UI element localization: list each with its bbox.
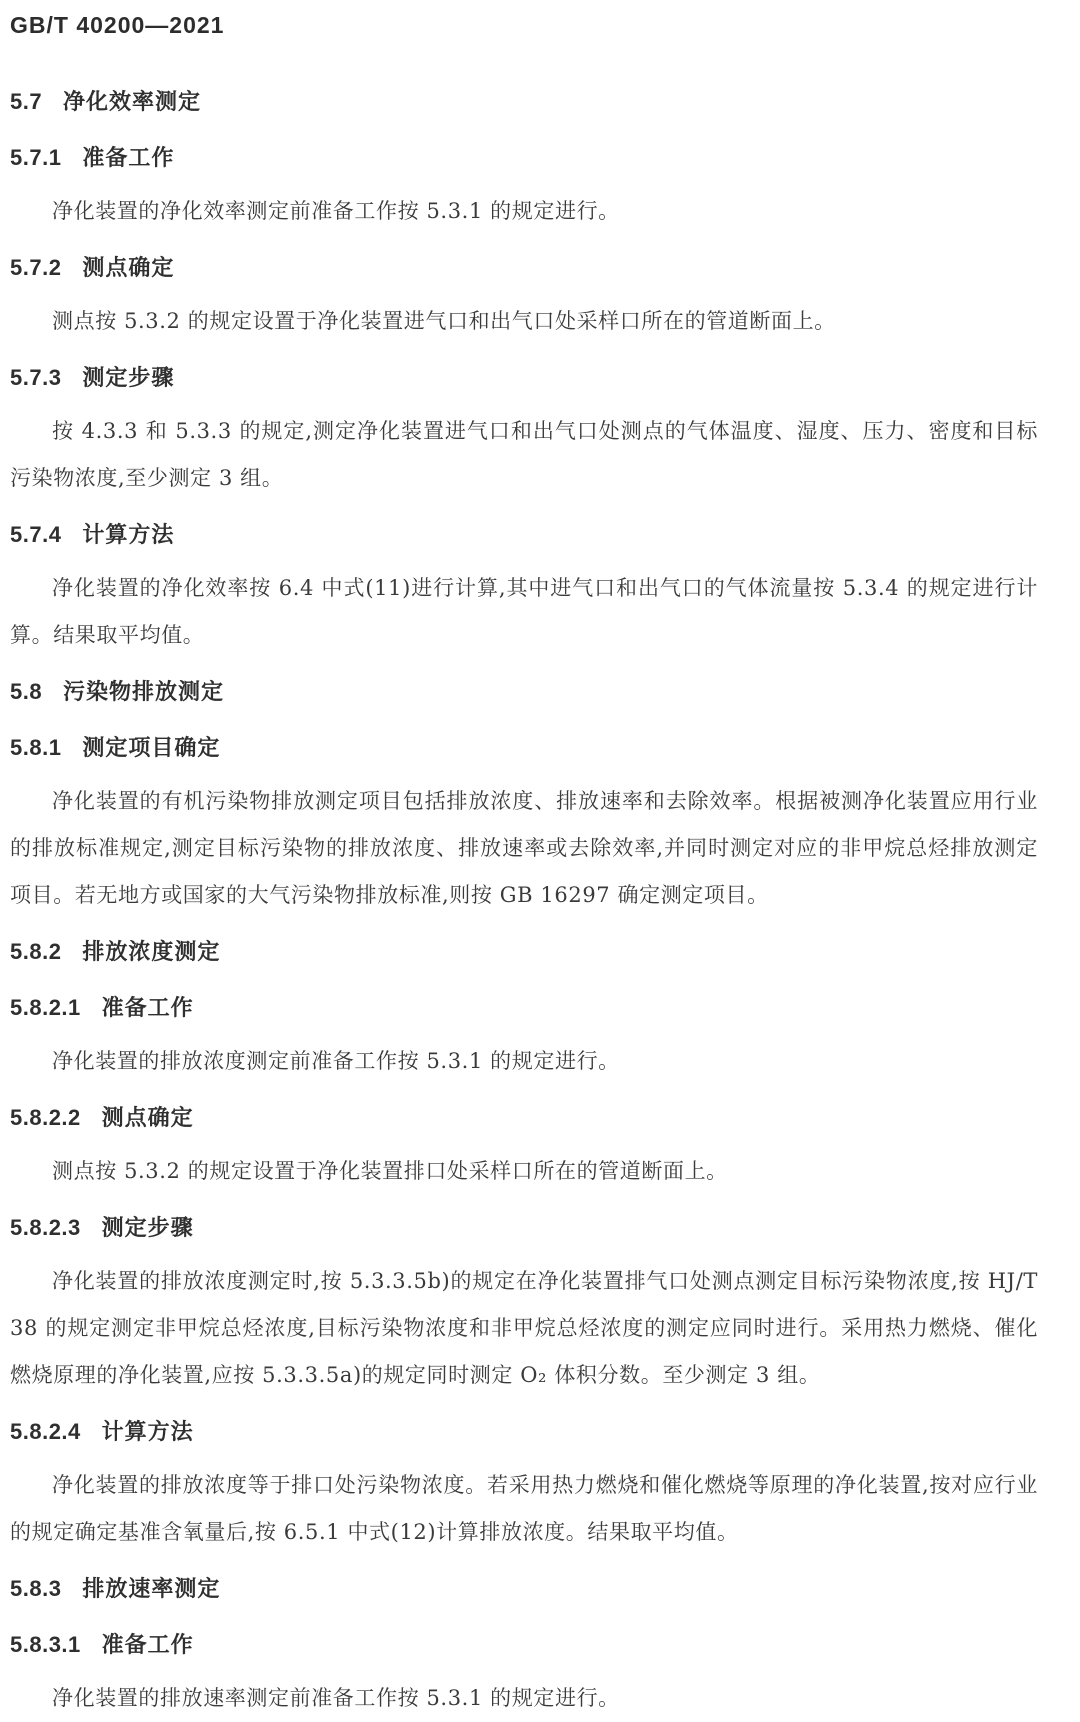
section-title: 准备工作 xyxy=(101,1632,194,1657)
paragraph: 净化装置的有机污染物排放测定项目包括排放浓度、排放速率和去除效率。根据被测净化装置应用行业的排放标准规定,测定目标污染物的排放浓度、排放速率或去除效率,并同时测定对应的非甲烷总烃排放测定项目。若无地方或国家的大气污染物排放标准,则按 GB 16297 确定测定项目。 xyxy=(10,789,1038,907)
section-number: 5.7 xyxy=(10,89,43,114)
section-heading-5-8-1 xyxy=(10,736,1038,760)
section-number: 5.8.1 xyxy=(10,735,62,760)
section-heading-5-8 xyxy=(10,680,1038,704)
section-number: 5.8.2.1 xyxy=(10,995,81,1020)
section-heading-5-7-2 xyxy=(10,256,1038,280)
section-title: 污染物排放测定 xyxy=(62,679,224,704)
paragraph: 净化装置的排放速率测定前准备工作按 5.3.1 的规定进行。 xyxy=(52,1686,620,1710)
section-number: 5.7.2 xyxy=(10,255,62,280)
section-number: 5.8.2.2 xyxy=(10,1105,81,1130)
section-number: 5.7.1 xyxy=(10,145,62,170)
section-heading-5-7-3 xyxy=(10,366,1038,390)
section-heading-5-8-2 xyxy=(10,940,1038,964)
section-number: 5.8.2.3 xyxy=(10,1215,81,1240)
section-number: 5.8.2.4 xyxy=(10,1419,81,1444)
paragraph: 净化装置的净化效率按 6.4 中式(11)进行计算,其中进气口和出气口的气体流量按 5.3.4 的规定进行计算。结果取平均值。 xyxy=(10,576,1038,647)
section-title: 排放速率测定 xyxy=(82,1576,221,1601)
section-heading-5-8-2-3 xyxy=(10,1216,1038,1240)
paragraph: 测点按 5.3.2 的规定设置于净化装置排口处采样口所在的管道断面上。 xyxy=(52,1159,728,1183)
section-title: 测点确定 xyxy=(101,1105,194,1130)
section-number: 5.8.3 xyxy=(10,1576,62,1601)
paragraph: 按 4.3.3 和 5.3.3 的规定,测定净化装置进气口和出气口处测点的气体温度、湿度、压力、密度和目标污染物浓度,至少测定 3 组。 xyxy=(10,419,1038,490)
section-title: 测定步骤 xyxy=(101,1215,194,1240)
section-number: 5.8.3.1 xyxy=(10,1632,81,1657)
section-heading-5-8-2-2 xyxy=(10,1106,1038,1130)
section-title: 测定项目确定 xyxy=(82,735,221,760)
document-number-header: GB/T 40200—2021 xyxy=(10,12,225,38)
section-number: 5.7.3 xyxy=(10,365,62,390)
section-title: 准备工作 xyxy=(82,145,175,170)
section-title: 计算方法 xyxy=(101,1419,194,1444)
section-heading-5-8-2-4 xyxy=(10,1420,1038,1444)
section-title: 测定步骤 xyxy=(82,365,175,390)
section-title: 计算方法 xyxy=(82,522,175,547)
paragraph: 净化装置的排放浓度测定前准备工作按 5.3.1 的规定进行。 xyxy=(52,1049,620,1073)
paragraph: 净化装置的排放浓度等于排口处污染物浓度。若采用热力燃烧和催化燃烧等原理的净化装置,按对应行业的规定确定基准含氧量后,按 6.5.1 中式(12)计算排放浓度。结果取平均值。 xyxy=(10,1473,1038,1544)
paragraph: 净化装置的排放浓度测定时,按 5.3.3.5b)的规定在净化装置排气口处测点测定目标污染物浓度,按 HJ/T 38 的规定测定非甲烷总烃浓度,目标污染物浓度和非甲烷总烃浓度的测定应同时进行。采用热力燃烧、催化燃烧原理的净化装置,应按 5.3.3.5a)的规定同时测定 O₂ 体积分数。至少测定 3 组。 xyxy=(10,1269,1038,1387)
section-number: 5.8.2 xyxy=(10,939,62,964)
section-title: 测点确定 xyxy=(82,255,175,280)
section-heading-5-7-4 xyxy=(10,523,1038,547)
section-title: 净化效率测定 xyxy=(62,89,201,114)
section-heading-5-7 xyxy=(10,90,1038,114)
paragraph: 净化装置的净化效率测定前准备工作按 5.3.1 的规定进行。 xyxy=(52,199,620,223)
section-heading-5-7-1 xyxy=(10,146,1038,170)
section-title: 排放浓度测定 xyxy=(82,939,221,964)
section-heading-5-8-2-1 xyxy=(10,996,1038,1020)
section-title: 准备工作 xyxy=(101,995,194,1020)
section-heading-5-8-3 xyxy=(10,1577,1038,1601)
section-heading-5-8-3-1 xyxy=(10,1633,1038,1657)
paragraph: 测点按 5.3.2 的规定设置于净化装置进气口和出气口处采样口所在的管道断面上。 xyxy=(52,309,836,333)
section-number: 5.8 xyxy=(10,679,43,704)
section-number: 5.7.4 xyxy=(10,522,62,547)
